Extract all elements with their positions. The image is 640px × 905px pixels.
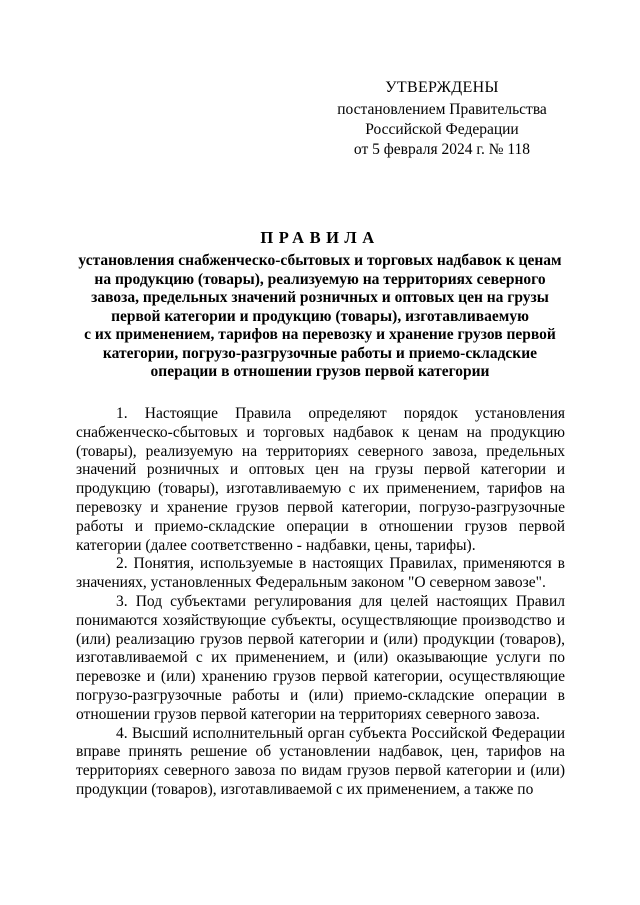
- subtitle-line: категории, погрузо-разгрузочные работы и приемо-складские: [102, 344, 538, 362]
- approval-stamp: [330, 78, 554, 160]
- subtitle-line: установления снабженческо-сбытовых и торговых надбавок к ценам: [78, 252, 562, 269]
- subtitle-line: первой категории и продукцию (товары), изготавливаемую: [111, 307, 529, 325]
- approval-line: от 5 февраля 2024 г. № 118: [353, 141, 531, 158]
- subtitle-line: завоза, предельных значений розничных и оптовых цен на грузы: [91, 289, 549, 306]
- document-subtitle: [60, 252, 580, 382]
- approval-title: УТВЕРЖДЕНЫ: [385, 79, 499, 96]
- paragraph-1: 1. Настоящие Правила определяют порядок установления снабженческо-сбытовых и торговых надбавок к ценам на продукцию (товары), реализуемую на территориях северного завоза, предельных значений розничных и оптовых цен на грузы первой категории и продукцию (товары), изготавливаемую с их применением, тарифов на перевозку и хранение грузов первой категории, погрузо-разгрузочные работы и приемо-складские операции в отношении грузов первой категории (далее соответственно - надбавки, цены, тарифы).: [76, 405, 565, 554]
- approval-line: Российской Федерации: [365, 121, 519, 138]
- paragraph-3: 3. Под субъектами регулирования для целей настоящих Правил понимаются хозяйствующие субъекты, осуществляющие производство и (или) реализацию грузов первой категории и (или) продукции (товаров), изготавливаемой с их применением, и (или) оказывающие услуги по перевозке и (или) хранению грузов первой категории, осуществляющие погрузо-разгрузочные работы и (или) приемо-складские операции в отношении грузов первой категории на территориях северного завоза.: [76, 592, 565, 723]
- subtitle-line: операции в отношении грузов первой категории: [150, 363, 490, 380]
- subtitle-line: с их применением, тарифов на перевозку и хранение грузов первой: [84, 326, 556, 343]
- approval-line: постановлением Правительства: [337, 101, 547, 118]
- document-body: [76, 405, 565, 800]
- paragraph-2: 2. Понятия, используемые в настоящих Правилах, применяются в значениях, установленных Федеральным законом "О северном завозе".: [76, 555, 565, 592]
- subtitle-line: на продукцию (товары), реализуемую на территориях северного: [94, 270, 546, 288]
- paragraph-4: 4. Высший исполнительный орган субъекта Российской Федерации вправе принять решение об установлении надбавок, цен, тарифов на территориях северного завоза по видам грузов первой категории и (или) продукции (товаров), изготавливаемой с их применением, а также по: [76, 724, 565, 798]
- document-title: ПРАВИЛА: [260, 228, 380, 247]
